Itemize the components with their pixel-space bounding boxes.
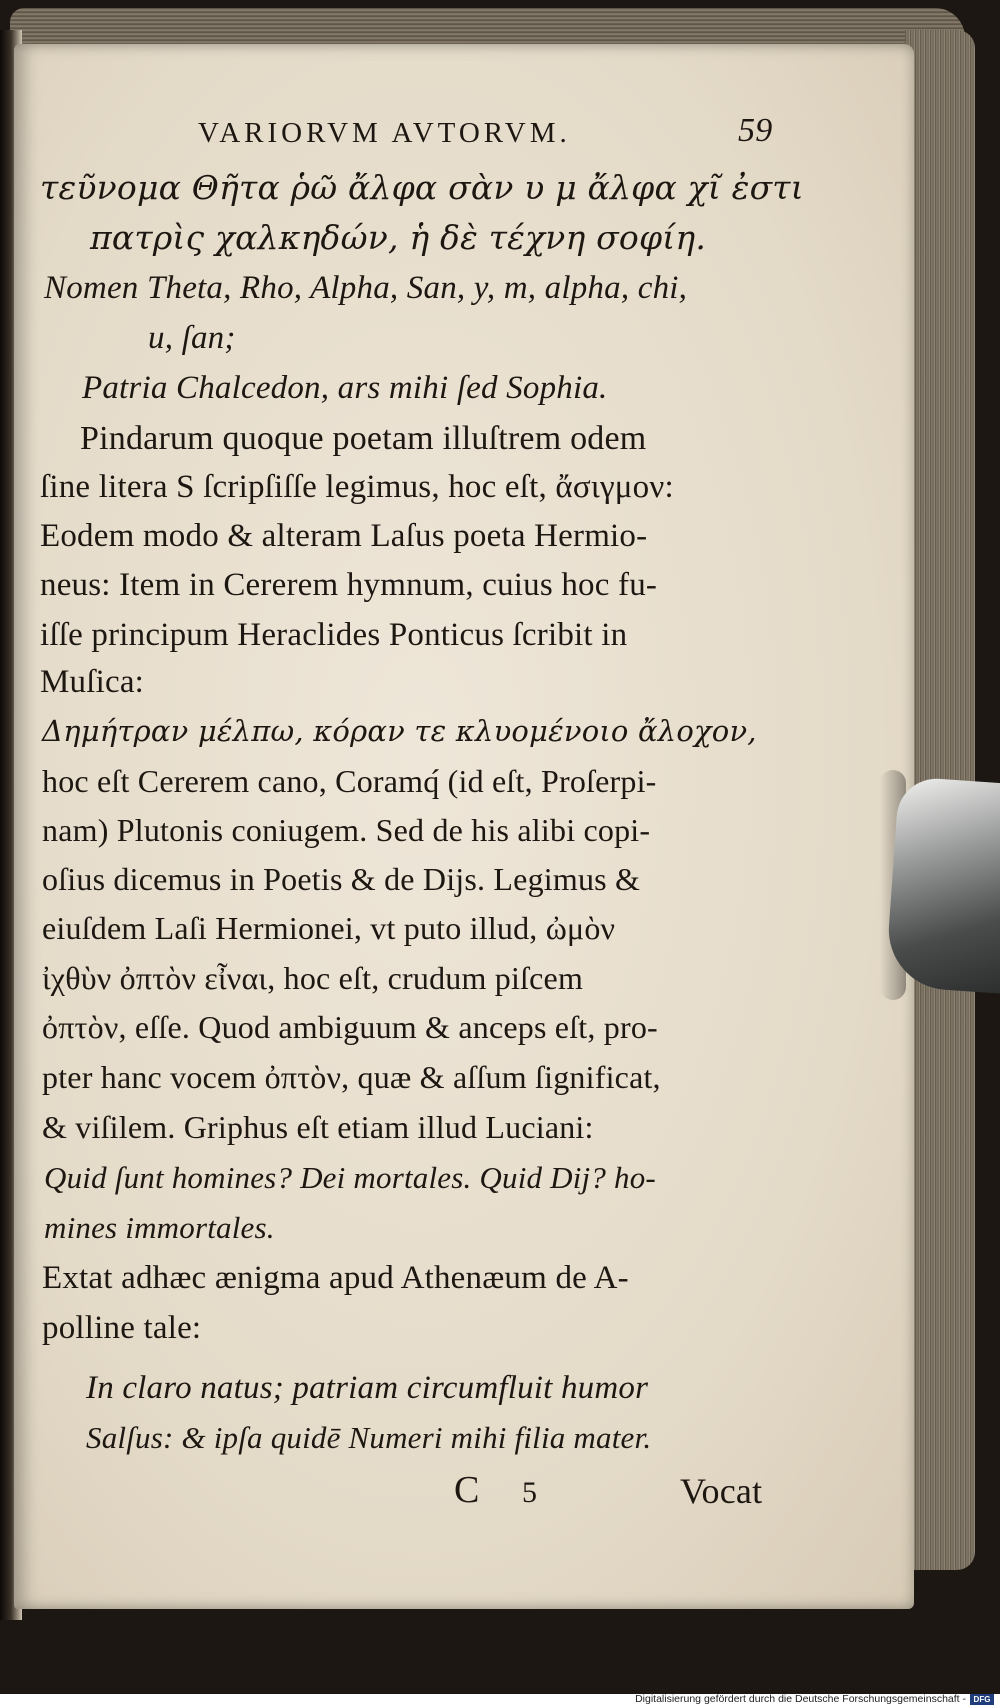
text-line: Extat adhæc ænigma apud Athenæum de A-: [42, 1260, 629, 1296]
page-holder-blade: [885, 776, 1000, 994]
text-line: mines immortales.: [44, 1210, 275, 1245]
catchword: Vocat: [680, 1471, 763, 1511]
text-line: πατρὶς χαλκηδών, ἡ δὲ τέχνη σοφίη.: [90, 218, 707, 257]
signature-mark: C: [454, 1469, 480, 1511]
text-line: Pindarum quoque poetam illuſtrem odem: [80, 420, 647, 457]
text-line: pter hanc vocem ὀπτὸν, quæ & aſſum ſignificat,: [42, 1059, 661, 1095]
text-line: u, ſan;: [148, 320, 236, 356]
text-line: Δημήτραν μέλπω, κόραν τε κλυομένοιο ἄλοχον,: [42, 714, 757, 748]
text-line: nam) Plutonis coniugem. Sed de his alibi copi-: [42, 812, 651, 848]
text-line: Quid ſunt homines? Dei mortales. Quid Dij? ho-: [44, 1160, 656, 1195]
text-line: τεῦνομα Θῆτα ῥῶ ἄλφα σὰν υ μ ἄλφα χῖ ἐστι: [40, 168, 804, 207]
dfg-logo: DFG: [970, 1694, 994, 1705]
text-line: iſſe principum Heraclides Ponticus ſcribit in: [40, 617, 628, 653]
verse-line: Salſus: & ipſa quidē Numeri mihi filia mater.: [86, 1420, 652, 1455]
text-line: polline tale:: [42, 1310, 202, 1346]
text-line: Nomen Theta, Rho, Alpha, San, y, m, alpha, chi,: [44, 270, 688, 306]
running-title: VARIORVM AVTORVM.: [198, 117, 571, 149]
text-line: Eodem modo & alteram Laſus poeta Hermio-: [40, 518, 648, 554]
text-line: eiuſdem Laſi Hermionei, vt puto illud, ὠμὸν: [42, 910, 616, 946]
funding-credit: Digitalisierung gefördert durch die Deutsche Forschungsgemeinschaft -: [635, 1693, 966, 1705]
text-line: & viſilem. Griphus eſt etiam illud Luciani:: [42, 1109, 594, 1145]
text-line: ſine litera S ſcripſiſſe legimus, hoc eſt, ἄσιγμον:: [40, 469, 674, 505]
verse-line: In claro natus; patriam circumfluit humor: [86, 1370, 649, 1406]
signature-number: 5: [522, 1476, 538, 1509]
text-line: oſius dicemus in Poetis & de Dijs. Legimus &: [42, 861, 641, 897]
page-number: 59: [738, 112, 773, 149]
text-line: neus: Item in Cererem hymnum, cuius hoc fu-: [40, 567, 658, 603]
text-line: ἰχθὺν ὀπτὸν εἶναι, hoc eſt, crudum piſcem: [42, 960, 584, 996]
text-line: Patria Chalcedon, ars mihi ſed Sophia.: [82, 370, 608, 406]
text-line: Muſica:: [40, 664, 145, 700]
text-line: hoc eſt Cererem cano, Coramq́ (id eſt, Proſerpi-: [42, 763, 657, 799]
text-line: ὀπτὸν, eſſe. Quod ambiguum & anceps eſt, pro-: [42, 1009, 658, 1045]
